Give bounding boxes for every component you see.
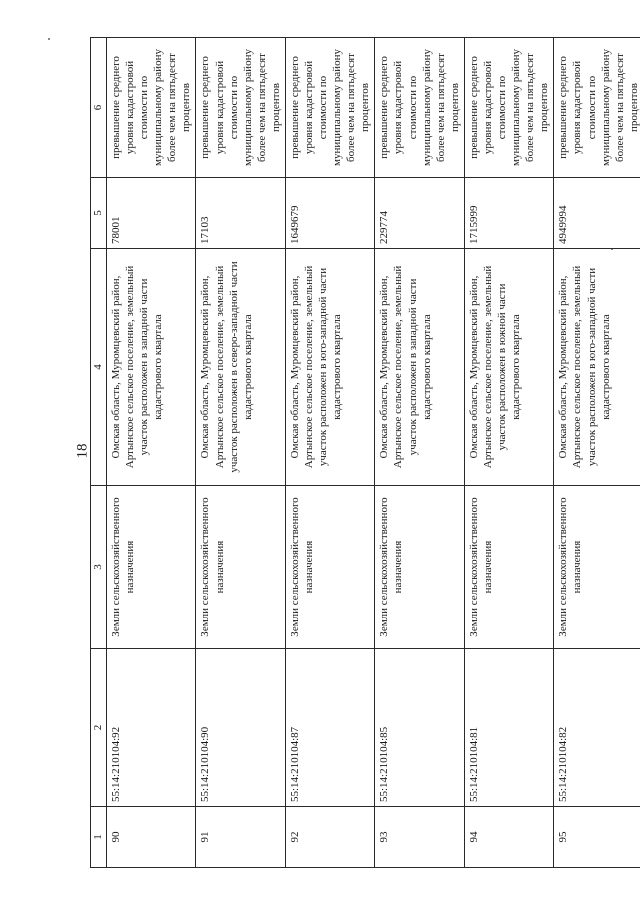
page-number: 18 [74,443,91,459]
table-row [107,38,196,868]
reason-cell: превышение среднего уровня кадастровой стоимости по муниципальному району более чем на пятьдесят процентов [285,38,374,178]
row-number-cell: 90 [107,807,196,868]
location-cell: Омская область, Муромцевский район, Артынское сельское поселение, земельный участок расположен в южной части кадастрового квартала [464,249,553,486]
area-cell: 78001 [107,178,196,249]
reason-cell: превышение среднего уровня кадастровой стоимости по муниципальному району более чем на пятьдесят процентов [196,38,285,178]
table-row [464,38,553,868]
land-category-cell: Земли сельскохозяйственного назначения [196,486,285,649]
table-row [554,38,640,868]
column-number: 3 [91,486,107,649]
cadastral-number-cell: 55:14:210104:81 [464,649,553,807]
column-number: 4 [91,249,107,486]
row-number-cell: 94 [464,807,553,868]
location-cell: Омская область, Муромцевский район, Артынское сельское поселение, земельный участок расположен в юго-западной части кадастрового квартала [554,249,640,486]
table-row [196,38,285,868]
location-cell: Омская область, Муромцевский район, Артынское сельское поселение, земельный участок расположен в западной части кадастрового квартала [375,249,464,486]
land-category-cell: Земли сельскохозяйственного назначения [375,486,464,649]
reason-cell: превышение среднего уровня кадастровой стоимости по муниципальному району более чем на пятьдесят процентов [375,38,464,178]
column-number: 5 [91,178,107,249]
land-category-cell: Земли сельскохозяйственного назначения [285,486,374,649]
column-number: 1 [91,807,107,868]
row-number-cell: 95 [554,807,640,868]
cadastral-number-cell: 55:14:210104:90 [196,649,285,807]
column-number: 2 [91,649,107,807]
location-cell: Омская область, Муромцевский район, Артынское сельское поселение, земельный участок расположен в западной части кадастрового квартала [107,249,196,486]
area-cell: 229774 [375,178,464,249]
row-number-cell: 93 [375,807,464,868]
cadastral-number-cell: 55:14:210104:85 [375,649,464,807]
location-cell: Омская область, Муромцевский район, Артынское сельское поселение, земельный участок расположен в северо-западной части кадастрового квартала [196,249,285,486]
cadastral-number-cell: 55:14:210104:82 [554,649,640,807]
table-row [375,38,464,868]
land-plots-table [90,37,640,868]
cadastral-number-cell: 55:14:210104:87 [285,649,374,807]
land-category-cell: Земли сельскохозяйственного назначения [464,486,553,649]
column-number: 6 [91,38,107,178]
reason-cell: превышение среднего уровня кадастровой стоимости по муниципальному району более чем на пятьдесят процентов [554,38,640,178]
area-cell: 1649679 [285,178,374,249]
area-cell: 1715999 [464,178,553,249]
scan-speck [48,38,50,40]
reason-cell: превышение среднего уровня кадастровой стоимости по муниципальному району более чем на пятьдесят процентов [107,38,196,178]
table-row [285,38,374,868]
area-cell: 4949994 [554,178,640,249]
land-category-cell: Земли сельскохозяйственного назначения [107,486,196,649]
location-cell: Омская область, Муромцевский район, Артынское сельское поселение, земельный участок расположен в юго-западной части кадастрового квартала [285,249,374,486]
row-number-cell: 92 [285,807,374,868]
cadastral-number-cell: 55:14:210104:92 [107,649,196,807]
land-category-cell: Земли сельскохозяйственного назначения [554,486,640,649]
row-number-cell: 91 [196,807,285,868]
column-number-row [91,38,107,868]
rotated-table-container [90,38,640,868]
area-cell: 17103 [196,178,285,249]
reason-cell: превышение среднего уровня кадастровой стоимости по муниципальному району более чем на пятьдесят процентов [464,38,553,178]
